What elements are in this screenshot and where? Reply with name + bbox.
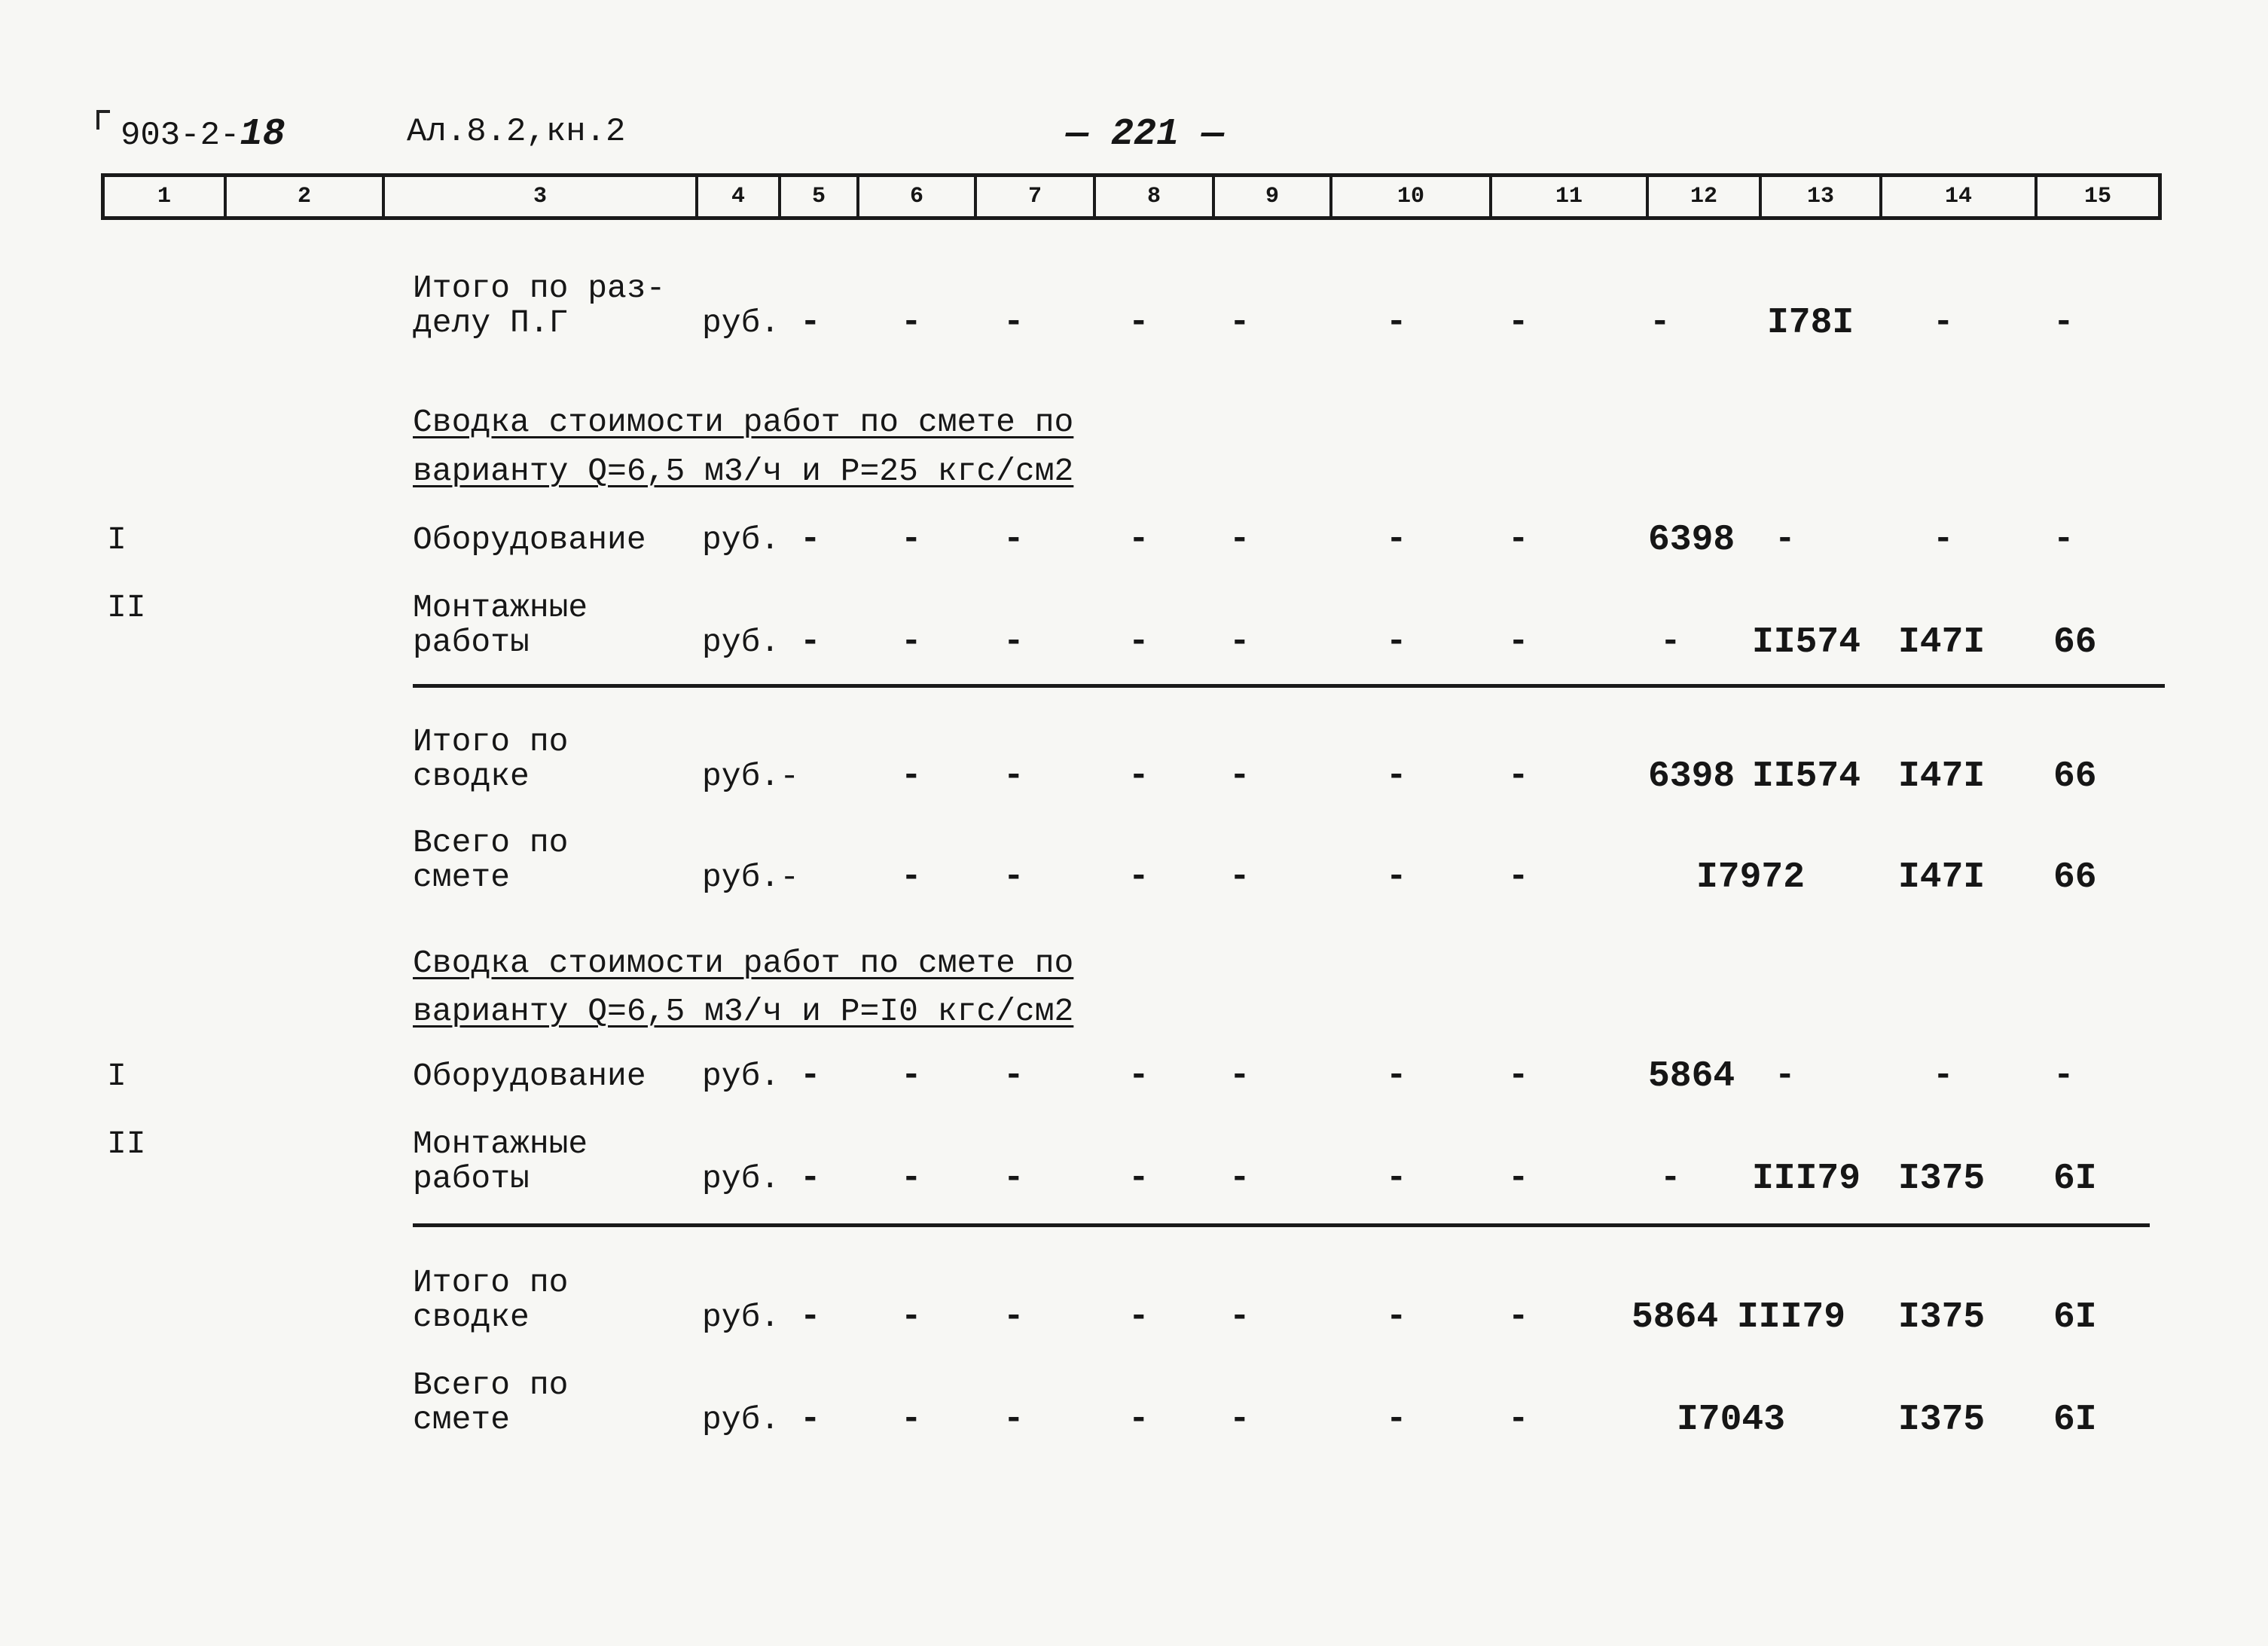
col-12-value: 5864 xyxy=(1648,1056,1735,1097)
row-number: I xyxy=(107,521,127,558)
doc-code xyxy=(121,113,285,156)
col-header-3: 3 xyxy=(385,177,698,216)
row-label-line1: Итого по xyxy=(413,723,569,760)
col-7-value: - xyxy=(1003,1056,1024,1095)
col-header-9: 9 xyxy=(1215,177,1332,216)
row-label: Оборудование xyxy=(413,521,646,558)
col-15-value: - xyxy=(2053,1056,2074,1095)
row-unit: руб. xyxy=(702,304,780,341)
col-header-5: 5 xyxy=(781,177,859,216)
col-6-value: - xyxy=(901,1400,922,1439)
col-4-5-value: - xyxy=(800,1297,821,1336)
col-10-value: - xyxy=(1386,1056,1407,1095)
col-9-value: - xyxy=(1229,1159,1250,1198)
col-6-value: - xyxy=(901,303,922,342)
row-number: I xyxy=(107,1058,127,1095)
col-8-value: - xyxy=(1128,756,1149,796)
col-8-value: - xyxy=(1128,1159,1149,1198)
col-7-value: - xyxy=(1003,756,1024,796)
col-header-6: 6 xyxy=(859,177,977,216)
col-12-13-value: I7972 xyxy=(1696,857,1806,898)
row-label-line1: Всего по xyxy=(413,1367,569,1403)
row-unit: руб. xyxy=(702,1160,780,1197)
row-number: II xyxy=(107,589,146,626)
col-7-value: - xyxy=(1003,857,1024,896)
row-label-line2: работы xyxy=(413,624,530,661)
col-4-5-value: - xyxy=(800,520,821,559)
col-6-value: - xyxy=(901,1159,922,1198)
col-14-value: I47I xyxy=(1898,756,1986,797)
col-4-5-value: - xyxy=(800,303,821,342)
col-header-11: 11 xyxy=(1492,177,1649,216)
col-9-value: - xyxy=(1229,1297,1250,1336)
col-8-value: - xyxy=(1128,303,1149,342)
row-unit: руб. xyxy=(702,1058,780,1095)
column-header-row xyxy=(101,173,2162,220)
col-header-7: 7 xyxy=(977,177,1096,216)
col-15-value: - xyxy=(2053,520,2074,559)
col-6-value: - xyxy=(901,622,922,661)
col-header-15: 15 xyxy=(2083,184,2111,209)
col-14-value: I375 xyxy=(1898,1400,1986,1440)
col-11-value: - xyxy=(1508,1056,1529,1095)
col-4-5-value: - xyxy=(800,622,821,661)
col-7-value: - xyxy=(1003,1297,1024,1336)
col-13-value: II574 xyxy=(1752,756,1861,797)
col-14-value: I47I xyxy=(1898,857,1986,898)
col-9-value: - xyxy=(1229,1400,1250,1439)
col-8-value: - xyxy=(1128,857,1149,896)
col-14-value: I375 xyxy=(1898,1159,1986,1199)
col-8-value: - xyxy=(1128,1056,1149,1095)
col-7-value: - xyxy=(1003,520,1024,559)
row-number: II xyxy=(107,1125,146,1162)
col-header-4: 4 xyxy=(698,177,781,216)
col-7-value: - xyxy=(1003,303,1024,342)
row-label-line2: смете xyxy=(413,859,511,896)
col-15-value: 66 xyxy=(2053,622,2097,663)
col-6-value: - xyxy=(901,857,922,896)
row-label-line1: Монтажные xyxy=(413,1125,588,1162)
col-12-13-value: I7043 xyxy=(1677,1400,1786,1440)
col-8-value: - xyxy=(1128,1400,1149,1439)
col-10-value: - xyxy=(1386,857,1407,896)
col-7-value: - xyxy=(1003,1159,1024,1198)
album-ref: Ал.8.2,кн.2 xyxy=(407,113,626,151)
row-unit: руб.- xyxy=(702,758,800,795)
col-7-value: - xyxy=(1003,1400,1024,1439)
row-label-line2: делу П.Г xyxy=(413,304,569,341)
row-label-line1: Итого по раз- xyxy=(413,270,666,307)
col-header-13: 13 xyxy=(1762,177,1882,216)
row-unit: руб. xyxy=(702,1299,780,1336)
col-header-2: 2 xyxy=(227,177,385,216)
row-label-line2: смете xyxy=(413,1401,511,1438)
col-6-value: - xyxy=(901,756,922,796)
col-14-value: I47I xyxy=(1898,622,1986,663)
col-13-value: - xyxy=(1775,1056,1796,1095)
col-12-value: - xyxy=(1660,622,1681,661)
summary-title-line2: варианту Q=6,5 м3/ч и Р=25 кгс/см2 xyxy=(413,453,1074,490)
row-label-line1: Монтажные xyxy=(413,589,588,626)
col-11-value: - xyxy=(1508,1297,1529,1336)
col-6-value: - xyxy=(901,520,922,559)
total-separator-line xyxy=(413,1223,2150,1227)
col-10-value: - xyxy=(1386,520,1407,559)
col-12-value: 5864 xyxy=(1632,1297,1719,1338)
col-9-value: - xyxy=(1229,756,1250,796)
col-9-value: - xyxy=(1229,622,1250,661)
col-10-value: - xyxy=(1386,1297,1407,1336)
col-11-value: - xyxy=(1508,756,1529,796)
col-12-value: - xyxy=(1650,303,1671,342)
col-11-value: - xyxy=(1508,857,1529,896)
row-label-line1: Итого по xyxy=(413,1264,569,1301)
row-label-line2: сводке xyxy=(413,758,530,795)
col-11-value: - xyxy=(1508,303,1529,342)
col-10-value: - xyxy=(1386,622,1407,661)
col-15-value: 6I xyxy=(2053,1400,2097,1440)
col-header-14: 14 xyxy=(1882,177,2038,216)
col-header-12: 12 xyxy=(1649,177,1762,216)
summary-title-line1: Сводка стоимости работ по смете по xyxy=(413,945,1074,982)
col-13-value: I78I xyxy=(1767,303,1854,344)
row-label-line2: работы xyxy=(413,1160,530,1197)
col-12-value: 6398 xyxy=(1648,756,1735,797)
col-header-1: 1 xyxy=(105,177,227,216)
col-15-value: - xyxy=(2053,303,2074,342)
col-9-value: - xyxy=(1229,1056,1250,1095)
col-4-5-value: - xyxy=(800,1056,821,1095)
col-8-value: - xyxy=(1128,1297,1149,1336)
col-10-value: - xyxy=(1386,756,1407,796)
col-6-value: - xyxy=(901,1297,922,1336)
col-15-value: 66 xyxy=(2053,857,2097,898)
col-13-value: III79 xyxy=(1737,1297,1846,1338)
col-7-value: - xyxy=(1003,622,1024,661)
col-4-5-value: - xyxy=(800,1400,821,1439)
col-8-value: - xyxy=(1128,622,1149,661)
col-header-8: 8 xyxy=(1096,177,1215,216)
col-11-value: - xyxy=(1508,1400,1529,1439)
summary-title-line1: Сводка стоимости работ по смете по xyxy=(413,404,1074,441)
col-11-value: - xyxy=(1508,520,1529,559)
col-10-value: - xyxy=(1386,303,1407,342)
row-label: Оборудование xyxy=(413,1058,646,1095)
row-unit: руб. xyxy=(702,521,780,558)
col-15-value: 66 xyxy=(2053,756,2097,797)
row-label-line2: сводке xyxy=(413,1299,530,1336)
col-14-value: - xyxy=(1933,1056,1954,1095)
col-13-value: - xyxy=(1775,520,1796,559)
col-9-value: - xyxy=(1229,520,1250,559)
col-11-value: - xyxy=(1508,1159,1529,1198)
row-unit: руб. xyxy=(702,1401,780,1438)
col-4-5-value: - xyxy=(800,1159,821,1198)
col-9-value: - xyxy=(1229,303,1250,342)
col-13-value: II574 xyxy=(1752,622,1861,663)
total-separator-line xyxy=(413,684,2165,688)
col-8-value: - xyxy=(1128,520,1149,559)
col-12-value: - xyxy=(1660,1159,1681,1198)
col-14-value: - xyxy=(1933,303,1954,342)
col-12-value: 6398 xyxy=(1648,520,1735,560)
row-unit: руб.- xyxy=(702,859,800,896)
row-label-line1: Всего по xyxy=(413,824,569,861)
col-header-10: 10 xyxy=(1332,177,1492,216)
col-10-value: - xyxy=(1386,1159,1407,1198)
col-15-value: 6I xyxy=(2053,1297,2097,1338)
doc-code-suffix: 18 xyxy=(240,113,285,156)
col-9-value: - xyxy=(1229,857,1250,896)
page-number: — 221 — xyxy=(1066,113,1225,156)
col-15-value: 6I xyxy=(2053,1159,2097,1199)
summary-title-line2: варианту Q=6,5 м3/ч и Р=I0 кгс/см2 xyxy=(413,993,1074,1030)
col-11-value: - xyxy=(1508,622,1529,661)
col-14-value: I375 xyxy=(1898,1297,1986,1338)
row-unit: руб. xyxy=(702,624,780,661)
col-10-value: - xyxy=(1386,1400,1407,1439)
corner-mark xyxy=(96,110,110,130)
doc-code-prefix: 903-2- xyxy=(121,117,240,154)
col-14-value: - xyxy=(1933,520,1954,559)
col-13-value: III79 xyxy=(1752,1159,1861,1199)
col-6-value: - xyxy=(901,1056,922,1095)
